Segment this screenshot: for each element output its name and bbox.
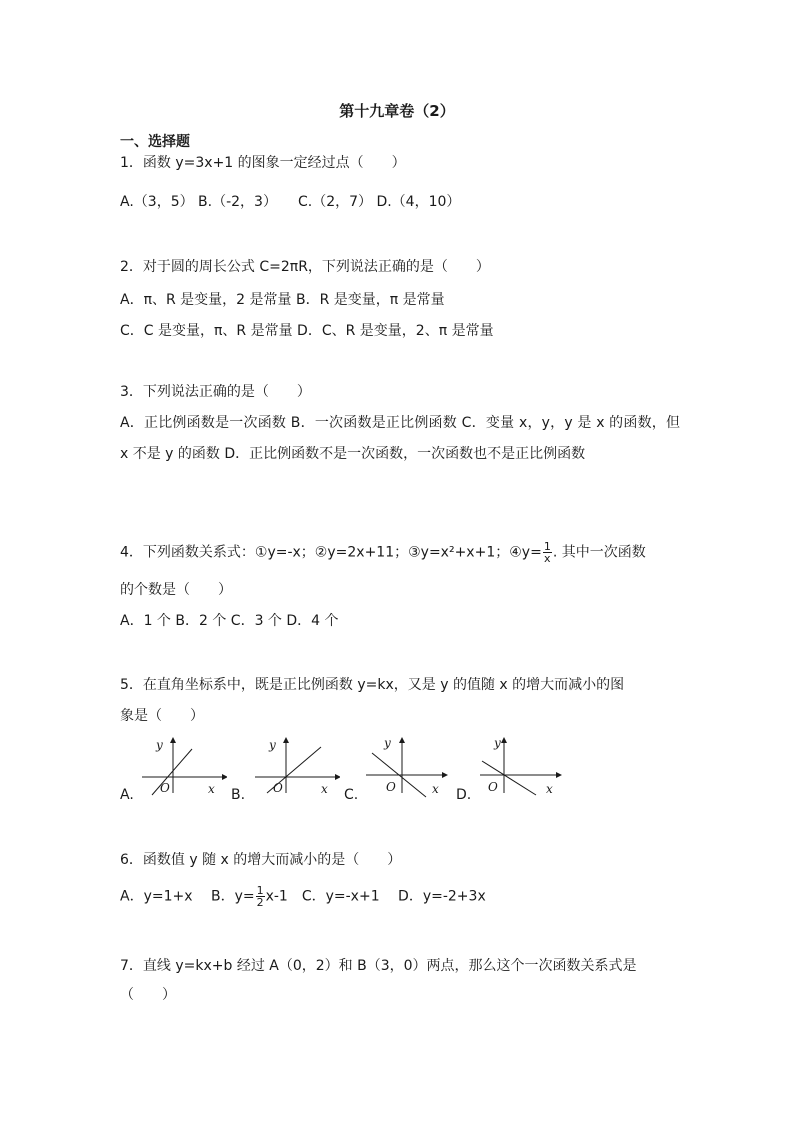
q6-fraction xyxy=(256,885,265,908)
q1-options: A.（3，5） B.（-2，3） C.（2，7） D.（4，10） xyxy=(120,194,461,210)
q4-stem-before: 4．下列函数关系式：①y=-x；②y=2x+11；③y=x²+x+1；④ xyxy=(120,544,522,561)
q4-frac-lhs: y= xyxy=(521,544,542,561)
y-axis-label: y xyxy=(156,738,163,752)
q3-stem: 3．下列说法正确的是（ ） xyxy=(120,384,311,400)
q4-fraction xyxy=(543,541,552,564)
q2-stem: 2．对于圆的周长公式 C=2πR，下列说法正确的是（ ） xyxy=(120,259,490,275)
q2-options-line1: A．π、R 是变量，2 是常量 B．R 是变量，π 是常量 xyxy=(120,292,445,308)
q6-stem: 6．函数值 y 随 x 的增大而减小的是（ ） xyxy=(120,852,402,868)
q5-graph-c xyxy=(366,737,451,799)
y-axis-arrow-icon xyxy=(283,737,289,743)
q5-stem-line2: 象是（ ） xyxy=(120,708,204,724)
x-axis-arrow-icon xyxy=(556,772,562,778)
q4-frac-denominator: x xyxy=(544,552,551,565)
q4-stem-after: . 其中一次函数 xyxy=(552,544,646,561)
y-axis-arrow-icon xyxy=(501,737,507,743)
y-axis-arrow-icon xyxy=(399,737,405,743)
y-axis-label: y xyxy=(494,737,501,750)
q4-frac-numerator: 1 xyxy=(543,540,551,553)
q7-stem-line2: （ ） xyxy=(120,987,176,1003)
x-axis-label: x xyxy=(432,782,439,796)
origin-label: O xyxy=(488,780,498,794)
x-axis-label: x xyxy=(321,782,328,796)
q5-stem-line1: 5．在直角坐标系中，既是正比例函数 y=kx，又是 y 的值随 x 的增大而减小的图 xyxy=(120,677,625,693)
y-axis-arrow-icon xyxy=(170,737,176,743)
y-axis-label: y xyxy=(384,737,391,750)
x-axis-arrow-icon xyxy=(442,772,448,778)
q6-frac-numerator: 1 xyxy=(256,884,264,897)
x-axis-label: x xyxy=(546,782,553,796)
q4-options: A．1 个 B．2 个 C．3 个 D．4 个 xyxy=(120,613,339,629)
q6-option-rest: x-1 C．y=-x+1 D．y=-2+3x xyxy=(265,888,486,905)
q4-stem-line1 xyxy=(120,541,646,564)
q6-option-a-b: A．y=1+x B．y= xyxy=(120,888,255,905)
function-line xyxy=(152,749,192,795)
q2-options-line2: C．C 是变量，π、R 是常量 D．C、R 是变量，2、π 是常量 xyxy=(120,323,494,339)
origin-label: O xyxy=(386,780,396,794)
origin-label: O xyxy=(273,781,283,795)
y-axis-label: y xyxy=(269,738,276,752)
x-axis-arrow-icon xyxy=(335,774,340,780)
q5-graph-d xyxy=(480,737,565,799)
q3-options: A．正比例函数是一次函数 B．一次函数是正比例函数 C．变量 x，y，y 是 x 的函数，但 x 不是 y 的函数 D．正比例函数不是一次函数，一次函数也不是正比例函数 xyxy=(120,415,680,462)
q6-frac-denominator: 2 xyxy=(256,896,264,909)
x-axis-label: x xyxy=(208,782,215,796)
origin-label: O xyxy=(160,781,170,795)
q5-choice-c-label: C. xyxy=(344,787,359,803)
q5-graph-a xyxy=(142,737,227,799)
q5-graph-b xyxy=(255,737,340,799)
page-title: 第十九章卷（2） xyxy=(339,102,455,120)
q1-stem: 1．函数 y=3x+1 的图象一定经过点（ ） xyxy=(120,155,406,171)
q6-options xyxy=(120,885,486,908)
section-heading: 一、选择题 xyxy=(120,134,190,150)
q4-stem-line2: 的个数是（ ） xyxy=(120,582,232,598)
x-axis-arrow-icon xyxy=(222,774,227,780)
q7-stem-line1: 7．直线 y=kx+b 经过 A（0，2）和 B（3，0）两点，那么这个一次函数关系式是 xyxy=(120,958,637,974)
q5-choice-a-label: A. xyxy=(120,787,134,803)
q5-choice-d-label: D. xyxy=(456,787,472,803)
q5-choice-b-label: B. xyxy=(231,787,246,803)
